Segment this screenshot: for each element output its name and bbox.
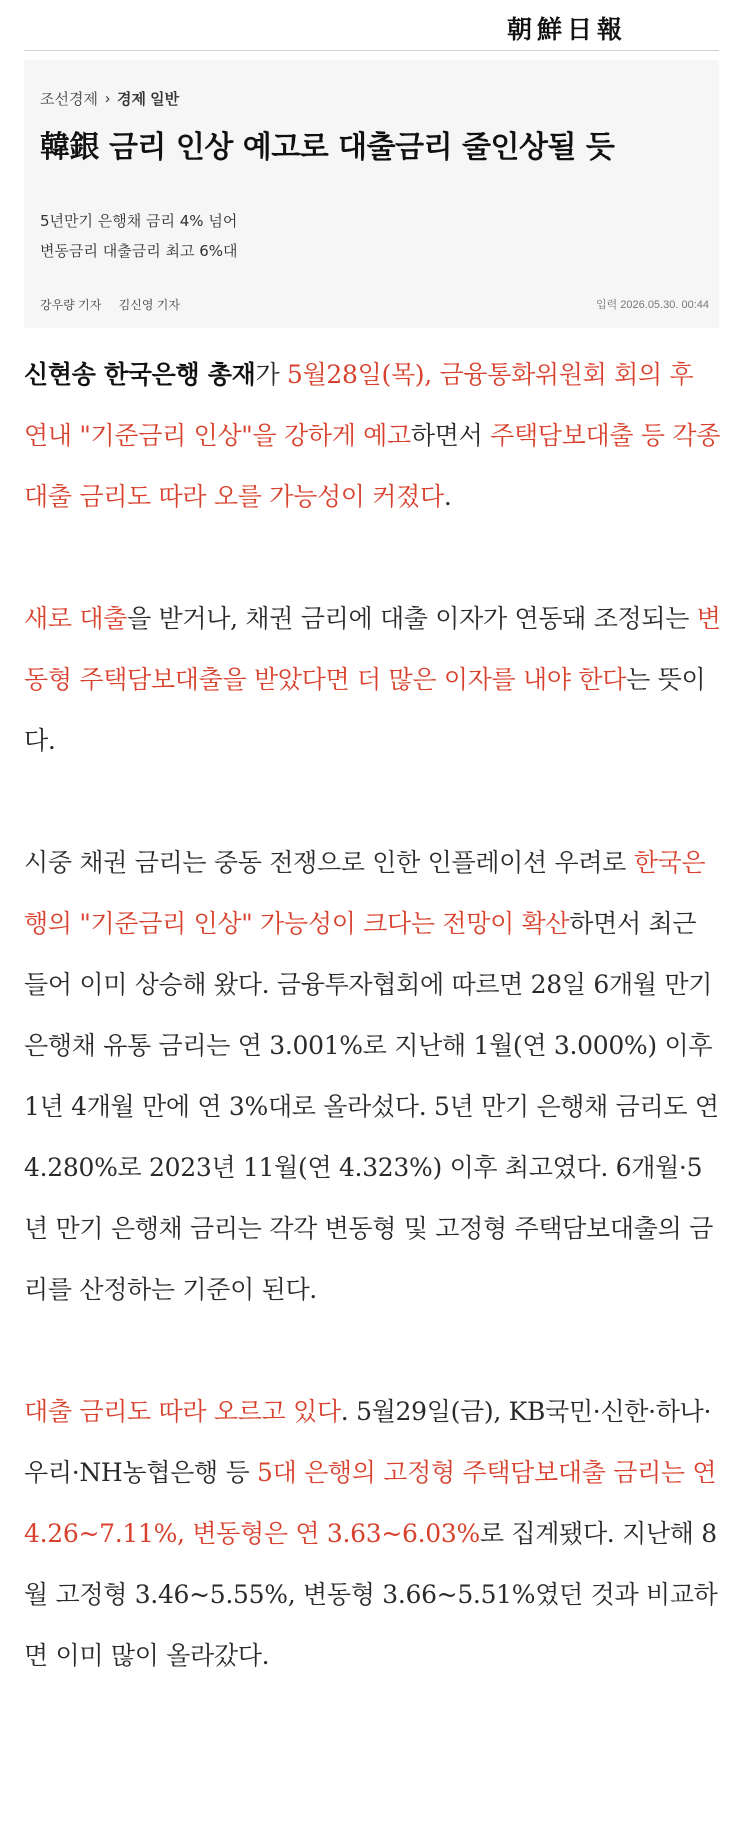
headline: 韓銀 금리 인상 예고로 대출금리 줄인상될 듯 xyxy=(40,130,615,165)
masthead xyxy=(24,0,719,51)
paragraph-2 xyxy=(24,588,721,771)
highlight-red: 한국은행의 "기준금리 인상" 가능성이 크다는 전망이 확산 xyxy=(24,848,706,938)
highlight-red: 새로 대출 xyxy=(24,604,128,633)
breadcrumb xyxy=(40,88,179,109)
text-span: 가 xyxy=(255,360,287,389)
subheadline-2: 변동금리 대출금리 최고 6%대 xyxy=(40,242,238,260)
subheadlines xyxy=(40,206,238,266)
text-span: 하면서 xyxy=(410,421,491,450)
byline-reporter-1[interactable]: 강우량 기자 xyxy=(40,298,102,312)
chevron-right-icon: › xyxy=(104,90,110,107)
text-span: 로 집계됐다. 지난해 8월 고정형 3.46~5.55%, 변동형 3.66~5.51%였던 것과 비교하면 이미 많이 올라갔다. xyxy=(24,1519,718,1670)
paragraph-4 xyxy=(24,1381,721,1686)
highlight-red: 주택담보대출 등 각종 대출 금리도 따라 오를 가능성이 커졌다 xyxy=(24,421,721,511)
article-body xyxy=(24,344,721,1686)
text-span: 시중 채권 금리는 중동 전쟁으로 인한 인플레이션 우려로 xyxy=(24,848,634,877)
highlight-red: 변동형 주택담보대출을 받았다면 더 많은 이자를 내야 한다 xyxy=(24,604,721,694)
breadcrumb-section[interactable]: 조선경제 xyxy=(40,91,98,108)
text-span: 하면서 최근 들어 이미 상승해 왔다. 금융투자협회에 따르면 28일 6개월 만기 은행채 유통 금리는 연 3.001%로 지난해 1월(연 3.000%) 이후 1년 4개월 만에 연 3%대로 올라섰다. 5년 만기 은행채 금리도 연 4.280%로 2023년 11월(연 4.323%) 이후 최고였다. 6개월·5년 만기 은행채 금리는 각각 변동형 및 고정형 주택담보대출의 금리를 산정하는 기준이 된다. xyxy=(24,909,719,1304)
publish-timestamp: 입력 2026.05.30. 00:44 xyxy=(595,299,709,311)
highlight-red: 5월28일(목), 금융통화위원회 회의 후 연내 "기준금리 인상"을 강하게 예고 xyxy=(24,360,694,450)
article-header xyxy=(24,60,719,328)
subheadline-1: 5년만기 은행채 금리 4% 넘어 xyxy=(40,212,238,230)
highlight-red: 5대 은행의 고정형 주택담보대출 금리는 연 4.26~7.11%, 변동형은 연 3.63~6.03% xyxy=(24,1458,717,1548)
text-span: . 5월29일(금), KB국민·신한·하나·우리·NH농협은행 등 xyxy=(24,1397,712,1487)
bylines xyxy=(40,296,194,313)
paragraph-1 xyxy=(24,344,721,527)
byline-reporter-2[interactable]: 김신영 기자 xyxy=(118,298,180,312)
text-span: 을 받거나, 채권 금리에 대출 이자가 연동돼 조정되는 xyxy=(127,604,697,633)
highlight-red: 대출 금리도 따라 오르고 있다 xyxy=(24,1397,341,1426)
newspaper-logo[interactable]: 朝鮮日報 xyxy=(506,15,627,44)
text-span: 는 뜻이다. xyxy=(24,665,706,755)
breadcrumb-category[interactable]: 경제 일반 xyxy=(116,91,180,108)
paragraph-3 xyxy=(24,832,721,1320)
text-span: . xyxy=(443,482,452,511)
highlight-bold: 신현송 한국은행 총재 xyxy=(24,360,256,389)
